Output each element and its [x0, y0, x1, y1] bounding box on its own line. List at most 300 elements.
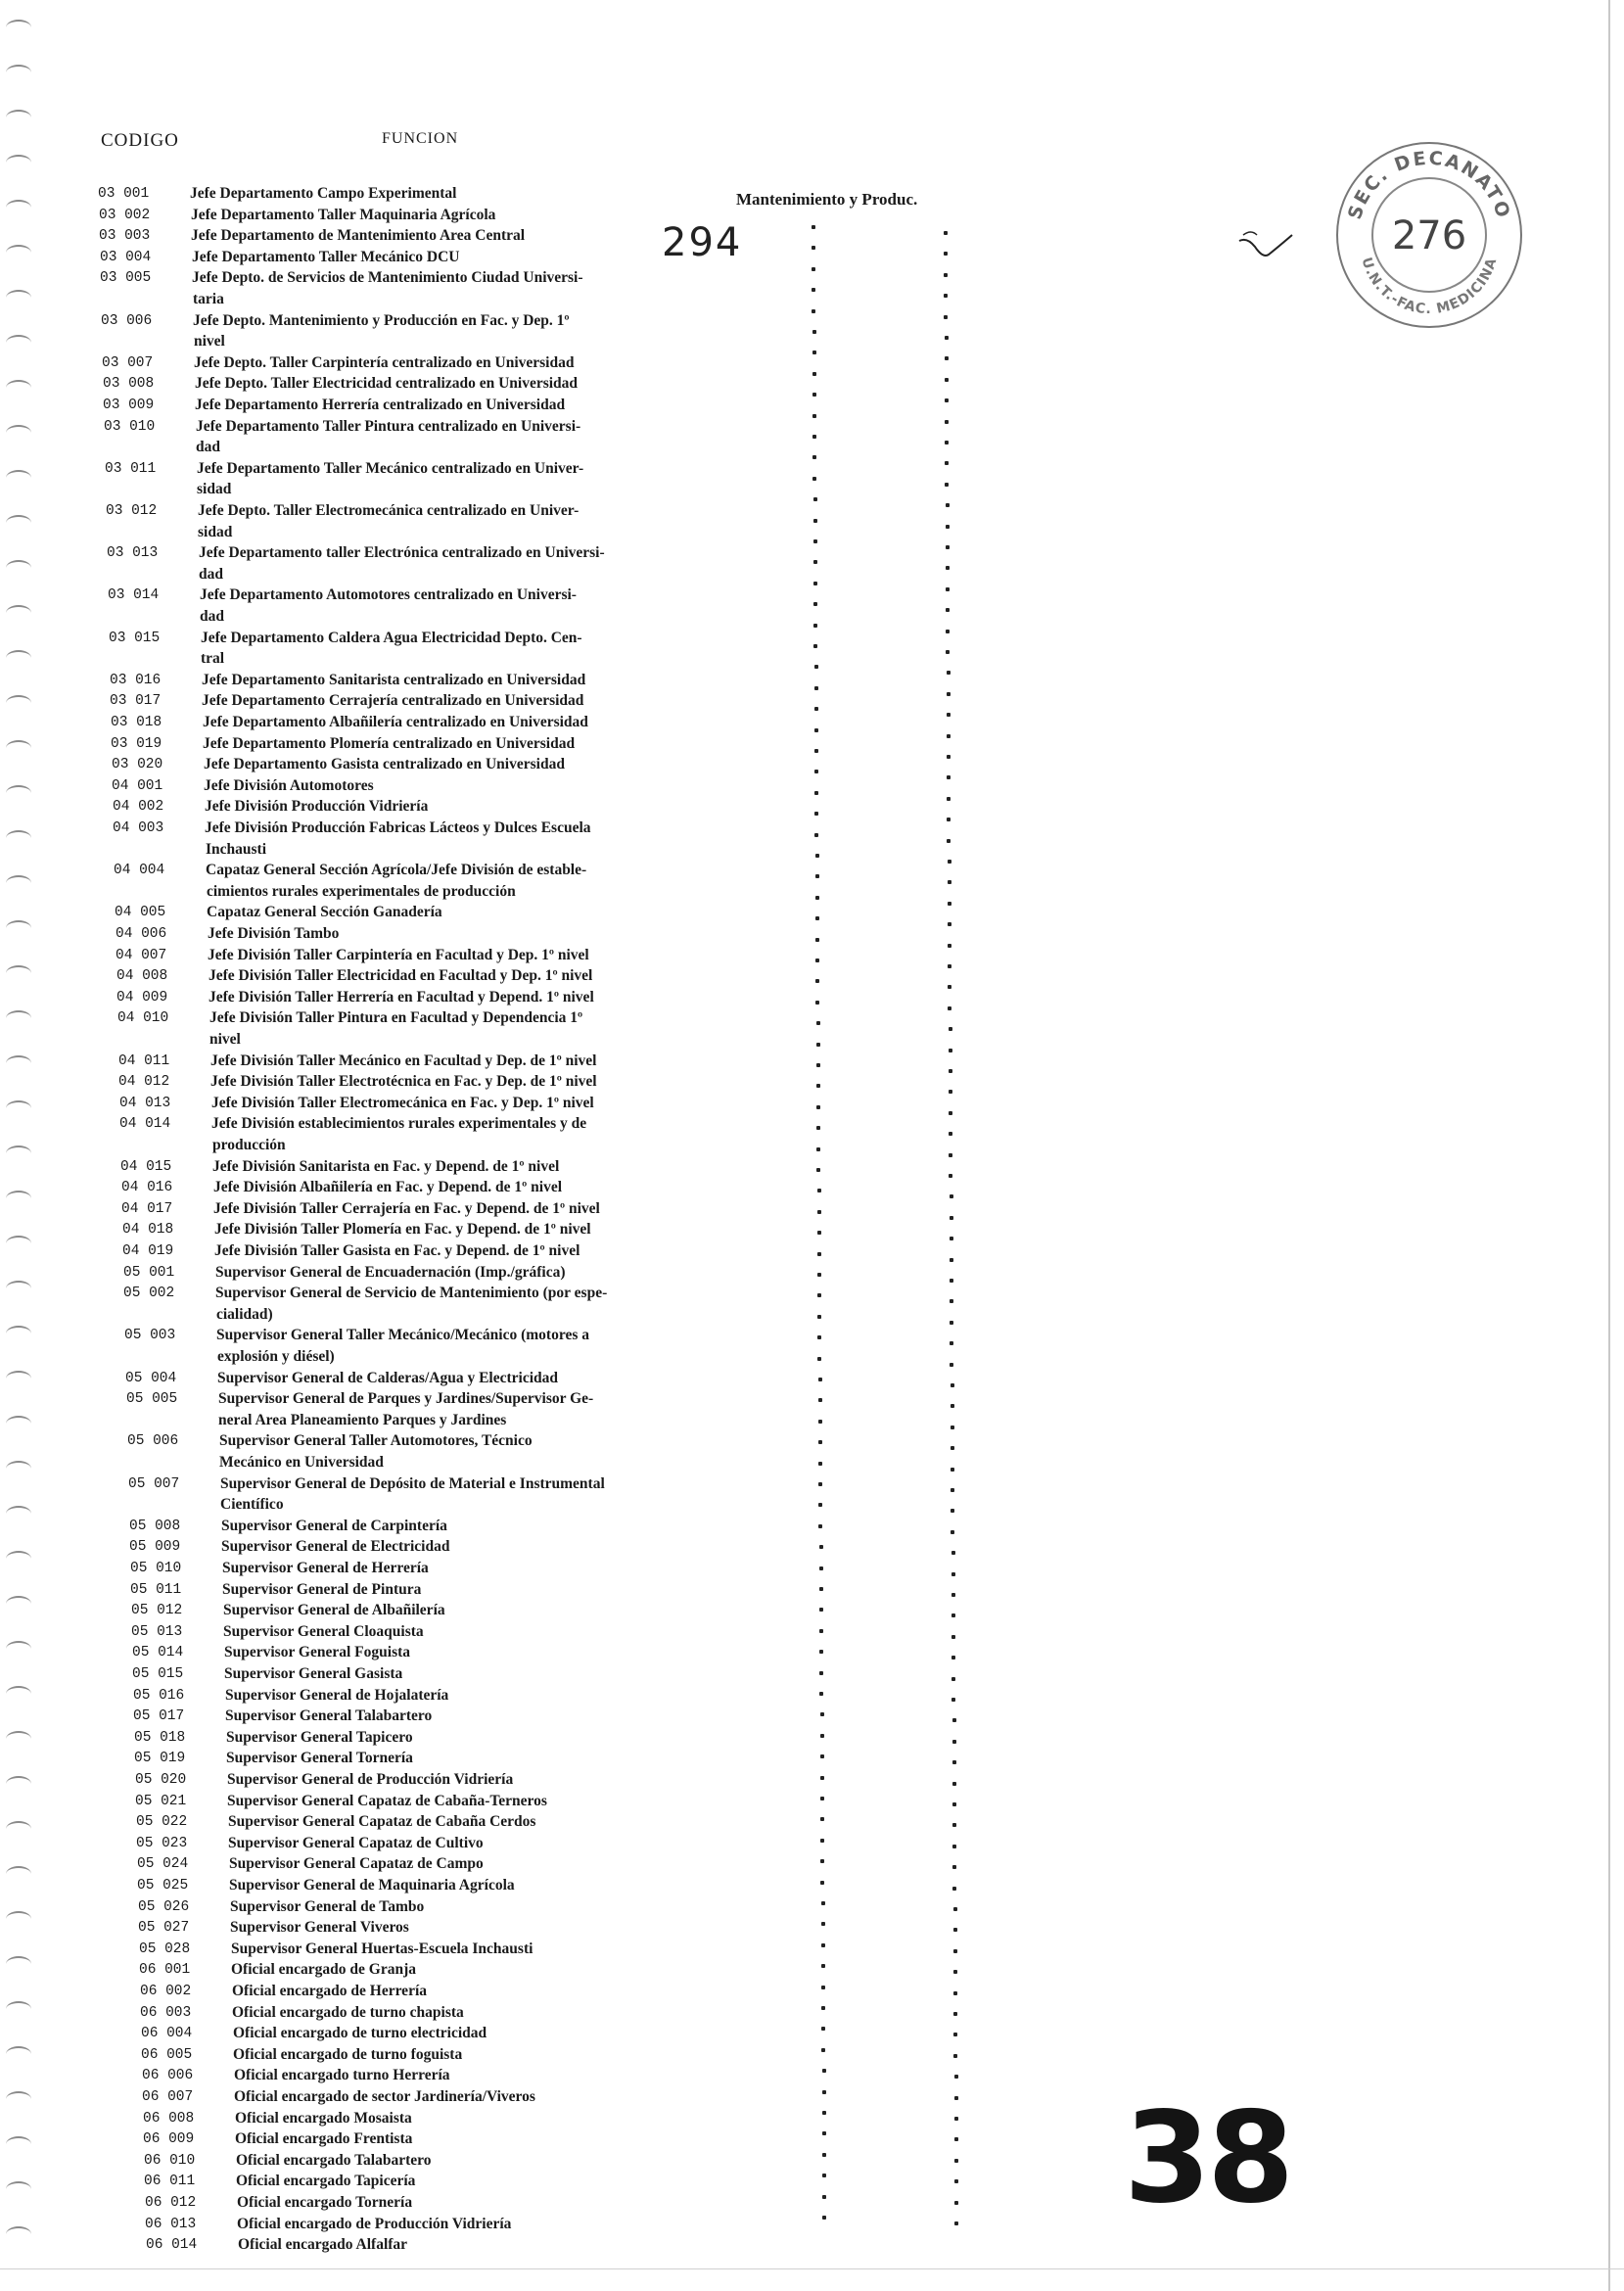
header-code-label: CODIGO: [101, 130, 179, 151]
leader-dot: [945, 461, 949, 465]
leader-dot: [812, 455, 816, 459]
leader-dot: [946, 545, 950, 549]
binding-hole: [6, 1100, 31, 1116]
leader-dot: [821, 2048, 825, 2052]
table-header: [0, 130, 1273, 154]
leader-dot: [950, 1194, 953, 1198]
row-function: Jefe División Taller Pintura en Facultad y Dependencia 1º: [209, 1009, 583, 1027]
leader-dot: [822, 2153, 826, 2157]
leader-dot: [822, 2090, 826, 2094]
row-code: 04 009: [116, 989, 168, 1005]
leader-dot: [813, 644, 817, 648]
leader-dot: [950, 1299, 953, 1303]
faculty-stamp: [1331, 137, 1527, 333]
leader-dot: [948, 1006, 951, 1010]
row-function: Jefe División Taller Mecánico en Facultad y Dep. de 1º nivel: [210, 1052, 597, 1069]
leader-dot: [950, 1258, 953, 1262]
leader-dot: [812, 414, 816, 418]
row-code: 05 017: [133, 1708, 185, 1725]
row-code: 05 014: [132, 1645, 184, 1661]
leader-dot: [817, 1231, 821, 1235]
leader-dot: [820, 1776, 824, 1780]
leader-dot: [951, 1677, 955, 1681]
dot-leader-column: [810, 225, 817, 2232]
row-code: 06 013: [145, 2216, 197, 2232]
leader-dot: [949, 1174, 952, 1178]
row-code: 04 017: [121, 1200, 173, 1217]
column-marker: Mantenimiento y Produc.: [736, 190, 918, 209]
binding-hole: [6, 515, 31, 531]
row-function: Jefe Depto. Taller Carpintería centralizado en Universidad: [194, 353, 575, 371]
row-function: Supervisor General de Encuadernación (Imp./gráfica): [215, 1263, 566, 1281]
leader-dot: [951, 1468, 954, 1472]
row-function: Jefe División Producción Vidriería: [205, 798, 429, 816]
binding-hole: [6, 1416, 31, 1431]
row-code: 04 016: [121, 1180, 173, 1196]
row-code: 05 008: [129, 1518, 181, 1534]
row-code: 05 005: [126, 1391, 178, 1408]
leader-dot: [950, 1237, 953, 1240]
leader-dot: [812, 288, 815, 292]
row-code: 06 011: [144, 2174, 196, 2190]
leader-dot: [813, 497, 817, 501]
leader-dot: [812, 267, 815, 271]
leader-dot: [944, 315, 948, 319]
row-function: Supervisor General Viveros: [230, 1919, 409, 1937]
row-function: cimientos rurales experimentales de producción: [207, 882, 516, 900]
leader-dot: [816, 1021, 820, 1025]
row-function: Oficial encargado de Granja: [231, 1961, 416, 1979]
row-function: Supervisor General Capataz de Campo: [229, 1855, 484, 1873]
row-function: Jefe Departamento Taller Pintura centralizado en Universi-: [196, 417, 581, 435]
row-code: 05 012: [131, 1603, 183, 1619]
row-code: 03 017: [110, 693, 162, 710]
binding-hole: [6, 2226, 31, 2242]
leader-dot: [813, 624, 817, 628]
row-function: Jefe Depto. Taller Electricidad centralizado en Universidad: [195, 375, 579, 393]
row-function: Científico: [220, 1496, 284, 1514]
leader-dot: [954, 2179, 958, 2183]
row-function: Jefe Depto. de Servicios de Mantenimiento Ciudad Universi-: [192, 269, 583, 287]
stamp-center-number: 276: [1391, 213, 1467, 258]
binding-hole: [6, 1191, 31, 1206]
row-function: Jefe División establecimientos rurales experimentales y de: [211, 1115, 587, 1133]
leader-dot: [815, 958, 819, 962]
row-function: Jefe Departamento Caldera Agua Electricidad Depto. Cen-: [201, 629, 582, 646]
leader-dot: [815, 1001, 819, 1005]
binding-hole: [6, 695, 31, 711]
row-code: 05 009: [129, 1539, 181, 1556]
leader-dot: [946, 566, 950, 570]
row-function: Oficial encargado Tornería: [237, 2194, 413, 2211]
leader-dot: [815, 854, 819, 858]
leader-dot: [945, 441, 949, 444]
row-code: 03 008: [103, 376, 155, 393]
leader-dot: [947, 755, 951, 759]
leader-dot: [948, 944, 951, 948]
leader-dot: [949, 1049, 952, 1052]
binding-hole: [6, 2181, 31, 2197]
binding-hole: [6, 650, 31, 666]
row-code: 03 003: [99, 228, 151, 245]
leader-dot: [951, 1593, 955, 1597]
binding-hole: [6, 1821, 31, 1837]
binding-hole: [6, 155, 31, 170]
leader-dot: [945, 420, 949, 424]
leader-dot: [819, 1608, 823, 1612]
row-code: 03 016: [110, 672, 162, 688]
row-code: 06 008: [143, 2110, 195, 2127]
row-function: taria: [193, 291, 224, 307]
binding-hole: [6, 2091, 31, 2107]
leader-dot: [813, 560, 817, 564]
row-code: 05 023: [136, 1835, 188, 1851]
row-code: 06 004: [141, 2026, 193, 2042]
row-function: Jefe Departamento taller Electrónica centralizado en Universi-: [199, 544, 605, 562]
row-code: 06 010: [144, 2152, 196, 2169]
leader-dot: [944, 231, 948, 235]
binding-hole: [6, 560, 31, 576]
row-function: dad: [200, 608, 224, 625]
row-function: Supervisor General de Carpintería: [221, 1517, 447, 1534]
row-code: 04 001: [112, 777, 163, 794]
binding-hole: [6, 335, 31, 351]
leader-dot: [949, 1069, 952, 1073]
spiral-binding: [0, 20, 39, 2271]
row-function: Jefe División Producción Fabricas Lácteos y Dulces Escuela: [205, 819, 591, 836]
leader-dot: [812, 351, 816, 354]
leader-dot: [813, 539, 817, 543]
leader-dot: [950, 1363, 953, 1367]
row-function: Supervisor General Capataz de Cultivo: [228, 1834, 484, 1851]
leader-dot: [953, 2033, 957, 2036]
leader-dot: [817, 1357, 821, 1361]
row-code: 03 013: [107, 545, 159, 562]
leader-dot: [817, 1315, 821, 1319]
row-code: 05 015: [132, 1666, 184, 1682]
row-function: Supervisor General Taller Automotores, Técnico: [219, 1432, 533, 1450]
leader-dot: [818, 1420, 822, 1424]
row-code: 06 007: [142, 2089, 194, 2105]
leader-dot: [949, 1027, 952, 1031]
leader-dot: [951, 1488, 954, 1492]
leader-dot: [947, 671, 951, 675]
leader-dot: [951, 1509, 954, 1513]
leader-dot: [952, 1802, 956, 1806]
row-function: Jefe División Taller Electrotécnica en Fac. y Dep. de 1º nivel: [210, 1073, 597, 1091]
binding-hole: [6, 1236, 31, 1251]
row-function: Oficial encargado Frentista: [235, 2130, 413, 2148]
row-function: Supervisor General de Tambo: [230, 1897, 425, 1915]
leader-dot: [950, 1279, 953, 1283]
leader-dot: [947, 692, 951, 696]
leader-dot: [812, 372, 816, 376]
header-function-label: FUNCION: [382, 130, 459, 147]
binding-hole: [6, 2136, 31, 2152]
row-function: Jefe Departamento Cerrajería centralizado en Universidad: [202, 692, 584, 710]
binding-hole: [6, 1641, 31, 1657]
row-function: Jefe Departamento Herrería centralizado en Universidad: [195, 397, 566, 413]
leader-dot: [821, 1964, 825, 1968]
row-code: 05 011: [130, 1581, 182, 1598]
leader-dot: [814, 749, 818, 753]
leader-dot: [952, 1760, 956, 1764]
row-function: Jefe Departamento de Mantenimiento Area Central: [191, 227, 526, 245]
row-function: Jefe División Automotores: [204, 776, 374, 794]
leader-dot: [947, 775, 951, 779]
binding-hole: [6, 830, 31, 846]
leader-dot: [815, 979, 819, 983]
leader-dot: [951, 1404, 954, 1408]
row-code: 06 005: [141, 2046, 193, 2063]
leader-dot: [814, 770, 818, 773]
row-function: Supervisor General de Electricidad: [221, 1538, 450, 1556]
leader-dot: [819, 1692, 823, 1696]
leader-dot: [812, 435, 816, 439]
leader-dot: [821, 1922, 825, 1926]
leader-dot: [817, 1210, 821, 1214]
leader-dot: [948, 922, 951, 926]
binding-hole: [6, 1506, 31, 1521]
leader-dot: [816, 1084, 820, 1088]
leader-dot: [820, 1712, 824, 1716]
leader-dot: [816, 1105, 820, 1109]
row-code: 04 012: [118, 1074, 170, 1091]
row-function: Jefe Depto. Taller Electromecánica centralizado en Univer-: [198, 502, 580, 519]
row-code: 04 010: [117, 1010, 169, 1027]
leader-dot: [819, 1566, 823, 1570]
leader-dot: [946, 587, 950, 591]
binding-hole: [6, 965, 31, 981]
row-code: 06 014: [146, 2237, 198, 2254]
leader-dot: [952, 1718, 956, 1722]
leader-dot: [813, 519, 817, 523]
binding-hole: [6, 1371, 31, 1386]
binding-hole: [6, 605, 31, 621]
row-code: 05 013: [131, 1623, 183, 1640]
row-code: 04 019: [122, 1243, 174, 1259]
row-function: Supervisor General Huertas-Escuela Inchausti: [231, 1940, 534, 1957]
row-function: producción: [212, 1137, 286, 1153]
leader-dot: [953, 2012, 957, 2016]
leader-dot: [947, 734, 951, 738]
leader-dot: [952, 1782, 956, 1786]
row-function: explosión y diésel): [217, 1348, 335, 1365]
binding-hole: [6, 2046, 31, 2062]
row-code: 04 013: [119, 1095, 171, 1111]
leader-dot: [812, 477, 816, 481]
leader-dot: [817, 1293, 821, 1297]
row-code: 05 001: [123, 1264, 175, 1281]
leader-dot: [953, 1949, 957, 1953]
leader-dot: [818, 1503, 822, 1507]
row-function: Supervisor General de Albañilería: [223, 1602, 445, 1619]
leader-dot: [952, 1740, 956, 1744]
row-code: 05 021: [135, 1793, 187, 1809]
leader-dot: [954, 2221, 958, 2225]
row-function: Jefe Depto. Mantenimiento y Producción en Fac. y Dep. 1º: [193, 311, 570, 329]
leader-dot: [817, 1252, 821, 1256]
row-function: Capataz General Sección Ganadería: [207, 904, 442, 921]
row-function: Supervisor General Foguista: [224, 1644, 411, 1661]
row-function: Mecánico en Universidad: [219, 1454, 384, 1471]
leader-dot: [821, 2006, 825, 2010]
leader-dot: [950, 1321, 953, 1325]
row-code: 05 016: [133, 1687, 185, 1704]
row-code: 03 009: [103, 397, 155, 413]
binding-hole: [6, 740, 31, 756]
row-function: Jefe Departamento Taller Maquinaria Agrícola: [191, 206, 496, 223]
row-code: 04 005: [115, 905, 166, 921]
row-code: 05 007: [128, 1475, 180, 1492]
row-function: Jefe Departamento Automotores centralizado en Universi-: [200, 586, 577, 604]
leader-dot: [947, 839, 951, 843]
row-code: 03 019: [111, 735, 162, 752]
row-function: Inchausti: [206, 840, 267, 858]
leader-dot: [952, 1887, 956, 1891]
leader-dot: [945, 356, 949, 360]
leader-dot: [948, 860, 951, 864]
leader-dot: [814, 728, 818, 732]
row-function: Jefe División Taller Gasista en Fac. y Depend. de 1º nivel: [214, 1242, 580, 1259]
leader-dot: [954, 2117, 958, 2121]
leader-dot: [946, 503, 950, 507]
leader-dot: [947, 818, 951, 821]
row-function: Jefe División Taller Carpintería en Facultad y Dep. 1º nivel: [208, 946, 589, 963]
row-function: Jefe División Taller Electromecánica en Fac. y Dep. 1º nivel: [211, 1094, 594, 1111]
leader-dot: [951, 1698, 955, 1702]
leader-dot: [951, 1551, 955, 1555]
binding-hole: [6, 470, 31, 486]
row-function: Supervisor General Cloaquista: [223, 1622, 424, 1640]
leader-dot: [947, 713, 951, 717]
row-function: Jefe Departamento Taller Mecánico centralizado en Univer-: [197, 459, 584, 477]
row-code: 03 002: [99, 207, 151, 223]
leader-dot: [946, 608, 950, 612]
row-code: 06 003: [140, 2004, 192, 2021]
leader-dot: [815, 938, 819, 942]
leader-dot: [952, 1823, 956, 1827]
leader-dot: [949, 1090, 952, 1094]
row-code: 06 012: [145, 2195, 197, 2211]
row-function: Jefe Departamento Taller Mecánico DCU: [192, 248, 460, 265]
leader-dot: [944, 252, 948, 256]
row-code: 03 007: [102, 354, 154, 371]
leader-dot: [814, 665, 818, 669]
binding-hole: [6, 1461, 31, 1476]
row-code: 06 009: [143, 2131, 195, 2148]
row-code: 05 027: [138, 1920, 190, 1937]
row-function: nivel: [194, 333, 225, 351]
row-function: cialidad): [216, 1305, 273, 1323]
leader-dot: [815, 916, 819, 920]
row-function: Supervisor General Tornería: [226, 1750, 413, 1767]
row-code: 03 014: [108, 587, 160, 604]
leader-dot: [822, 2216, 826, 2220]
leader-dot: [818, 1440, 822, 1444]
leader-dot: [821, 1901, 825, 1905]
leader-dot: [820, 1881, 824, 1885]
leader-dot: [820, 1859, 824, 1863]
leader-dot: [954, 2137, 958, 2141]
row-function: nivel: [209, 1031, 241, 1048]
row-function: Supervisor General de Pintura: [222, 1580, 422, 1598]
leader-dot: [819, 1671, 823, 1675]
page-edge-right: [1608, 0, 1610, 2291]
row-function: Oficial encargado Talabartero: [236, 2151, 432, 2169]
row-function: Jefe Departamento Sanitarista centralizado en Universidad: [202, 671, 586, 688]
leader-dot: [946, 630, 950, 633]
leader-dot: [948, 964, 951, 968]
row-code: 06 002: [140, 1984, 192, 1999]
leader-dot: [820, 1839, 824, 1843]
leader-dot: [817, 1189, 821, 1192]
row-code: 05 018: [134, 1729, 186, 1746]
leader-dot: [945, 398, 949, 402]
binding-hole: [6, 245, 31, 260]
row-function: Oficial encargado de turno chapista: [232, 2003, 464, 2021]
leader-dot: [952, 1865, 956, 1869]
leader-dot: [951, 1635, 955, 1639]
binding-hole: [6, 1281, 31, 1296]
binding-hole: [6, 2001, 31, 2017]
leader-dot: [951, 1572, 955, 1576]
leader-dot: [819, 1545, 823, 1549]
row-function: Jefe Departamento Gasista centralizado en Universidad: [204, 756, 565, 773]
leader-dot: [821, 1943, 825, 1947]
leader-dot: [948, 880, 951, 884]
leader-dot: [817, 1335, 821, 1339]
leader-dot: [822, 2131, 826, 2135]
leader-dot: [946, 525, 950, 529]
row-function: Supervisor General de Calderas/Agua y Electricidad: [217, 1369, 559, 1386]
row-function: Supervisor General de Depósito de Material e Instrumental: [220, 1474, 605, 1492]
leader-dot: [952, 1845, 956, 1848]
leader-dot: [947, 797, 951, 801]
leader-dot: [954, 2201, 958, 2205]
leader-dot: [816, 1168, 820, 1172]
row-code: 04 015: [120, 1158, 172, 1175]
row-code: 06 006: [142, 2068, 194, 2084]
binding-hole: [6, 1326, 31, 1341]
row-code: 05 022: [136, 1814, 188, 1831]
binding-hole: [6, 1010, 31, 1026]
row-function: Jefe Departamento Campo Experimental: [190, 185, 457, 202]
binding-hole: [6, 920, 31, 936]
row-code: 03 011: [105, 460, 157, 477]
row-code: 04 003: [113, 820, 164, 836]
row-code: 05 006: [127, 1433, 179, 1450]
binding-hole: [6, 785, 31, 801]
row-function: Oficial encargado de turno foguista: [233, 2045, 463, 2063]
binding-hole: [6, 1731, 31, 1747]
row-function: Supervisor General de Parques y Jardines/Supervisor Ge-: [218, 1390, 594, 1408]
leader-dot: [813, 582, 817, 585]
row-function: Oficial encargado de turno electricidad: [233, 2025, 487, 2042]
leader-dot: [822, 2195, 826, 2199]
leader-dot: [822, 2069, 826, 2073]
leader-dot: [818, 1462, 822, 1466]
leader-dot: [945, 336, 949, 340]
binding-hole: [6, 1055, 31, 1071]
leader-dot: [949, 1111, 952, 1115]
row-function: sidad: [197, 481, 232, 498]
leader-dot: [818, 1482, 822, 1486]
leader-dot: [954, 2159, 958, 2163]
leader-dot: [814, 791, 818, 795]
row-code: 05 010: [130, 1561, 182, 1576]
leader-dot: [949, 1132, 952, 1136]
